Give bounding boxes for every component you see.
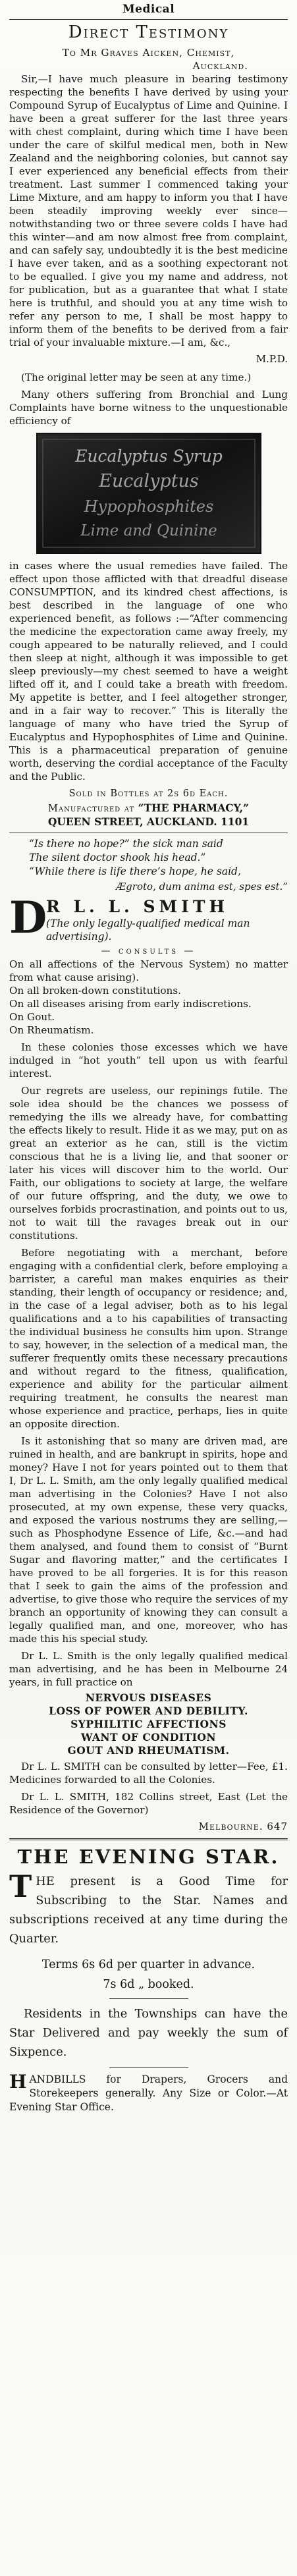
smith-address: Dr L. L. SMITH, 182 Collins street, East (Let the Residence of the Governor) <box>9 1791 288 1816</box>
quote-latin: Ægroto, dum anima est, spes est.” <box>116 881 288 892</box>
handbills-dropcap: H <box>9 2071 27 2093</box>
testimony-city: Auckland. <box>192 60 248 72</box>
label-line-3: Hypophosphites <box>84 497 213 516</box>
specialty-item: GOUT AND RHEUMATISM. <box>67 1744 230 1757</box>
smith-by-letter: Dr L. L. SMITH can be consulted by letter—Fee, £1. Medicines forwarded to all the Colonies. <box>9 1761 288 1786</box>
quote-line-3: “While there is life there’s hope, he said, <box>29 865 241 877</box>
specialty-item: NERVOUS DISEASES <box>85 1691 212 1704</box>
label-line-2: Eucalyptus <box>98 471 199 491</box>
testimony-signature: M.P.D. <box>256 353 288 365</box>
consult-item: On all affections of the Nervous System) no matter from what cause arising). <box>9 958 288 983</box>
testimony-body: Sir,—I have much pleasure in bearing testimony respecting the benefits I have derived by using your Compound Syrup of Eucalyptus of Lime and Quinine. I have been a great sufferer for the last three years with chest complaint, during which time I have been under the care of skilful medical men, both in New Zealand and the neighboring colonies, but cannot say I ever experienced any beneficial effects from their treatment. Last summer I commenced taking your Lime Mixture, and am happy to inform you that I have been steadily improving weekly ever since—notwithstanding two or three severe colds I have had this winter—and am now almost free from complaint, and can safely say, undoubtedly it is the best medicine I have ever taken, and as a soothing expectorant not to be equalled. I give you my name and address, not for publication, but as a guarantee that what I state here is truthful, and should you at any time wish to refer any person to me, I shall be most happy to inform them of the benefits to be derived from a fair trial of your invaluable mixture.—I am, &c., <box>9 73 288 348</box>
specialty-item: WANT OF CONDITION <box>80 1731 217 1743</box>
sold-line: Sold in Bottles at 2s 6d Each. <box>68 788 229 799</box>
smith-paragraph-5: Dr L. L. Smith is the only legally qualified medical man advertising, and he has been in Melbourne 24 years, in full practice on <box>9 1650 288 1688</box>
smith-paragraph-3: Before negotiating with a merchant, before engaging with a confidential clerk, before employing a barrister, a careful man makes enquiries as their standing, their length of occupancy or residence; and, in the case of a legal adviser, both as to his legal qualifications and a to his capabilities of transacting the individual business he consults him upon. Strange to say, however, in the selection of a medical man, the sufferer frequently omits these necessary precautions and without regard to the fitness, qualification, experience and ability for the particular ailment requiring treatment, he consults the nearest man whose experience and practice, perhaps, lies in quite an opposite direction. <box>9 1247 288 1430</box>
consults-label: — consults — <box>101 946 196 956</box>
manufacturer-name: “THE PHARMACY,” <box>138 802 249 814</box>
manufacturer-street: QUEEN STREET, AUCKLAND. 1101 <box>47 815 250 828</box>
smith-specialties <box>9 1691 288 1757</box>
consult-item: On Rheumatism. <box>9 1024 94 1036</box>
smith-city: Melbourne. 647 <box>198 1821 288 1832</box>
top-rule <box>9 19 288 20</box>
star-residents: Residents in the Townships can have the Star Delivered and pay weekly the sum of Sixpence. <box>9 2007 288 2059</box>
smith-paragraph-1: In these colonies those excesses which we have indulged in “hot youth” tell upon us with fearful interest. <box>9 1041 288 1080</box>
label-line-1: Eucalyptus Syrup <box>74 447 223 466</box>
testimony-addressee: To Mr Graves Aicken, Chemist, <box>62 47 235 59</box>
smith-dropcap: D <box>9 892 47 943</box>
star-subscribe <box>9 1869 288 1948</box>
smith-paragraph-2: Our regrets are useless, our repinings futile. The sole idea should be the chances we possess of remedying the ills we already have, for combatting the effects likely to result. Hide it as we may, put on as great an exterior as he can, still is the victim conscious that he is a living lie, and that sooner or later his vices will discover him to the world. Our Faith, our obligations to society at large, the welfare of our future offspring, and the duty, we owe to ourselves forbids procrastination, and points out to us, not to wait till the ravages break out in our constitutions. <box>9 1085 288 1242</box>
consult-item: On all diseases arising from early indiscretions. <box>9 998 252 1010</box>
star-terms-2: 7s 6d „ booked. <box>103 1978 194 1991</box>
smith-paragraph-4: Is it astonishing that so many are driven mad, are ruined in health, and are bankrupt in spirits, hope and money? Have I not for years pointed out to them that I, Dr L. L. Smith, am the only legally qualified medical man advertising in the Colonies? Have I not also prosecuted, at my own expense, these very quacks, and exposed the various nostrums they are selling,—such as Phosphodyne Essence of Life, &c.—and had them analysed, and found them to consist of “Burnt Sugar and flavoring matter,” and the certificates I have proved to be all forgeries. It is for this reason that I seek to gain the aims of the profession and advertise, to give those who require the services of my branch an opportunity of knowing they can consult a legally qualified man, and one, moreover, who has made this his special study. <box>9 1435 288 1645</box>
testimony-note: (The original letter may be seen at any time.) <box>21 371 252 383</box>
smith-heading <box>9 892 288 943</box>
manufacturer-address <box>9 802 288 829</box>
quote-line-1: “Is there no hope?” the sick man said <box>29 838 223 850</box>
testimony-others: Many others suffering from Bronchial and Lung Complaints have borne witness to the unquestionable efficiency of <box>9 389 288 427</box>
quote-line-2: The silent doctor shook his head.” <box>29 852 206 863</box>
star-terms-1: Terms 6s 6d per quarter in advance. <box>41 1958 256 1971</box>
specialty-item: SYPHILITIC AFFECTIONS <box>70 1718 227 1730</box>
section-title: Medical <box>122 3 175 16</box>
testimony-headline: Direct Testimony <box>68 22 229 42</box>
smith-heading-text <box>46 897 288 943</box>
divider-3 <box>109 1998 188 1999</box>
consumption-body: in cases where the usual remedies have failed. The effect upon those afflicted with that dreadful disease CONSUMPTION, and its kindred chest affections, is best described in the language of one who experienced benefit, as follows :—“After commencing the medicine the expectoration came away freely, my cough appeared to be naturally relieved, and I could then sleep at night, although it was impossible to get sleep previously—my chest seemed to have a weight lifted off it, and I could take a breath with freedom. My appetite is better, and I feel altogether stronger, and in a fair way to recover.” This is literally the language of many who have tried the Syrup of Eucalyptus and Hypophosphites of Lime and Quinine. This is a pharmaceutical preparation of genuine worth, deserving the cordial acceptance of the Faculty and the Public. <box>9 560 288 782</box>
divider-4 <box>109 2067 188 2068</box>
smith-title: R L. L. SMITH <box>46 897 229 916</box>
divider-2 <box>9 1838 288 1840</box>
handbills-ad <box>9 2073 288 2114</box>
label-script-art <box>38 434 260 553</box>
smith-subtitle: (The only legally-qualified medical man advertising). <box>46 918 250 943</box>
star-dropcap: T <box>9 1869 32 1904</box>
syrup-bottle-label-icon <box>36 433 261 554</box>
consult-item: On all broken-down constitutions. <box>9 985 181 997</box>
handbills-text: ANDBILLS for Drapers, Grocers and Storekeepers generally. Any Size or Color.—At Evening Star Office. <box>9 2073 288 2113</box>
consult-item: On Gout. <box>9 1011 55 1023</box>
star-subscribe-text: HE present is a Good Time for Subscribing to the Star. Names and subscriptions received at any time during the Quarter. <box>9 1875 288 1946</box>
label-line-4: Lime and Quinine <box>80 522 217 539</box>
specialty-item: LOSS OF POWER AND DEBILITY. <box>49 1705 248 1717</box>
manufactured-lead: Manufactured at <box>48 804 135 814</box>
star-title: THE EVENING STAR. <box>17 1846 280 1868</box>
